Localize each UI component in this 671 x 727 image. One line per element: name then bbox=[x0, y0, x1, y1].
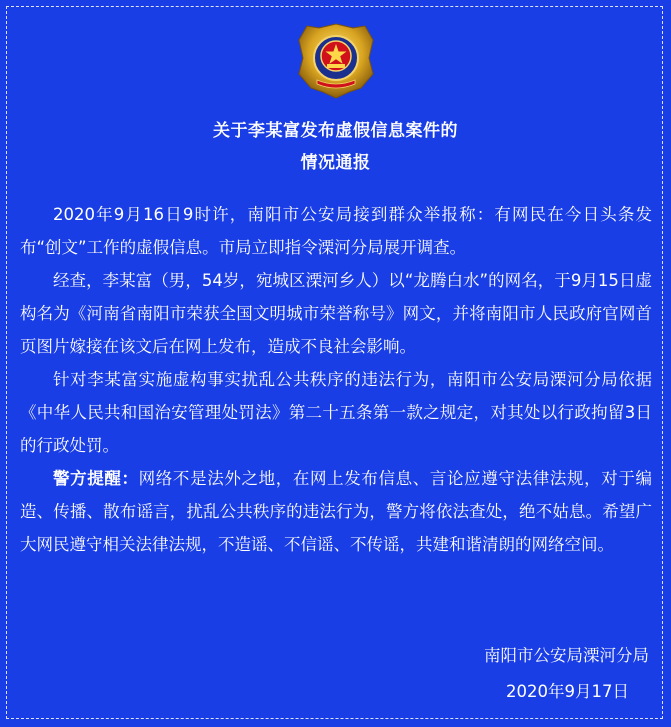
notice-title-line1: 关于李某富发布虚假信息案件的 bbox=[213, 121, 458, 141]
paragraph-3: 针对李某富实施虚构事实扰乱公共秩序的违法行为，南阳市公安局溧河分局依据《中华人民共和国治安管理处罚法》第二十五条第一款之规定，对其处以行政拘留3日的行政处罚。 bbox=[20, 370, 652, 455]
signature-date: 2020年9月17日 bbox=[506, 682, 629, 701]
signature-org: 南阳市公安局溧河分局 bbox=[484, 646, 649, 665]
police-reminder-text: 网络不是法外之地，在网上发布信息、言论应遵守法律法规，对于编造、传播、散布谣言，扰乱公共秩序的违法行为，警方将依法查处，绝不姑息。希望广大网民遵守相关法律法规，不造谣、不信谣、不传谣，共建和谐清朗的网络空间。 bbox=[20, 469, 653, 554]
police-emblem-icon bbox=[295, 22, 377, 100]
police-reminder-label: 警方提醒： bbox=[53, 469, 139, 488]
paragraph-2: 经查，李某富（男，54岁，宛城区溧河乡人）以“龙腾白水”的网名，于9月15日虚构名为《河南省南阳市荣获全国文明城市荣誉称号》网文，并将南阳市人民政府官网首页图片嫁接在该文后在网上发布，造成不良社会影响。 bbox=[20, 271, 652, 356]
paragraph-1: 2020年9月16日9时许，南阳市公安局接到群众举报称：有网民在今日头条发布“创文”工作的虚假信息。市局立即指令溧河分局展开调查。 bbox=[20, 205, 652, 257]
notice-body bbox=[20, 198, 652, 561]
notice-title-line2: 情况通报 bbox=[300, 153, 371, 173]
paragraph-4 bbox=[20, 462, 652, 561]
